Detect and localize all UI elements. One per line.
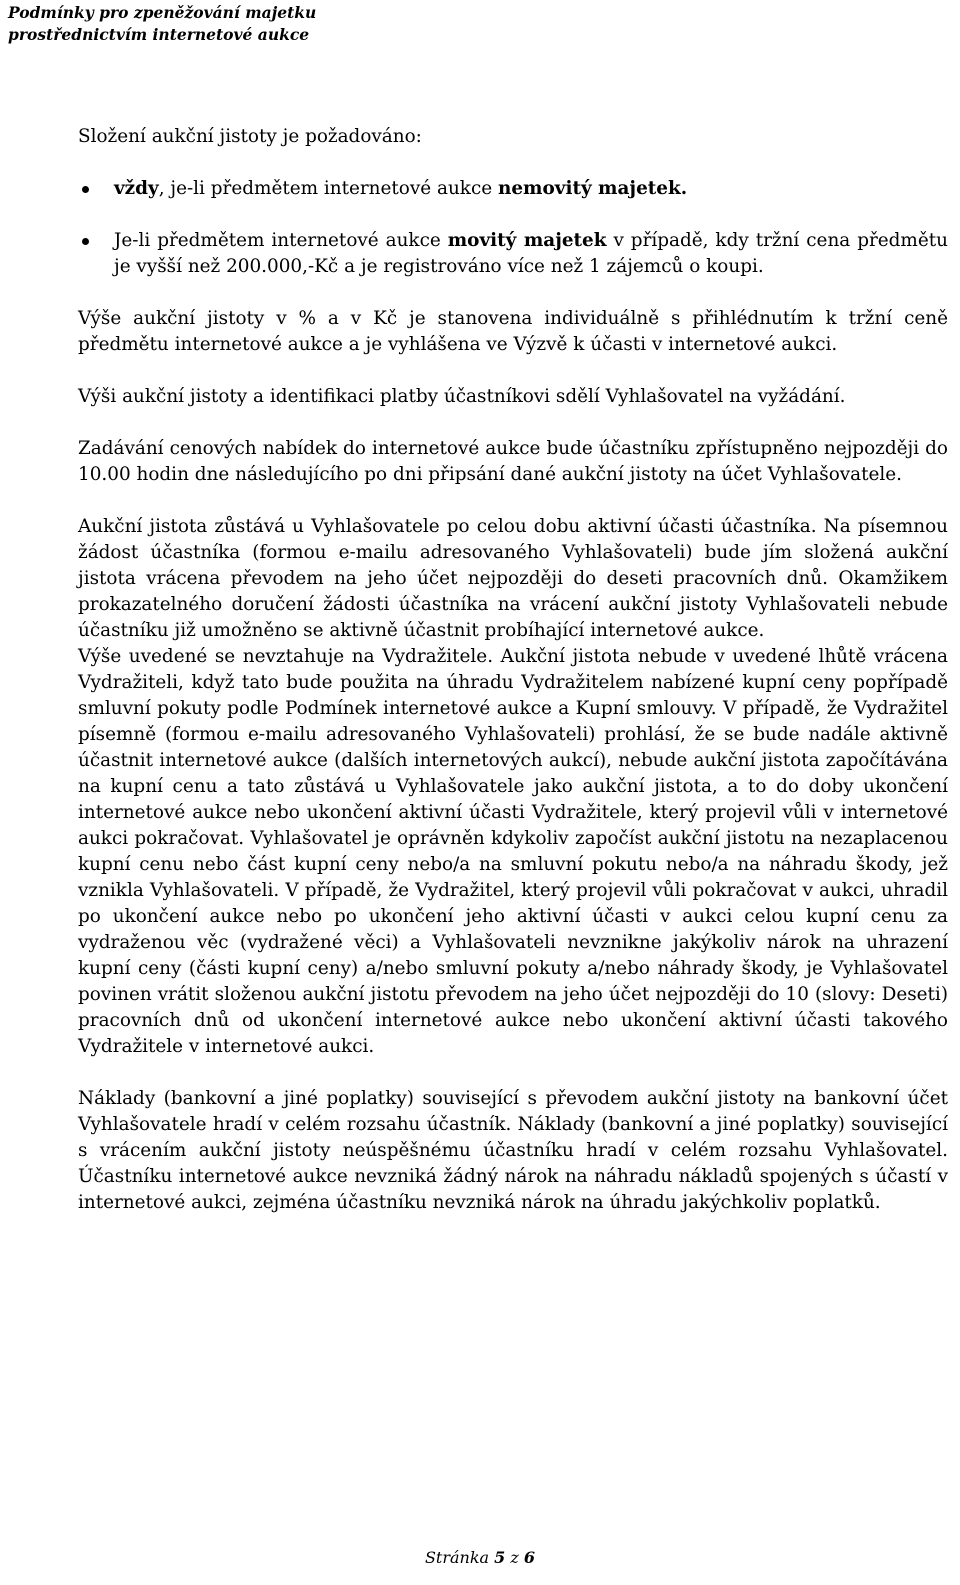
page-header xyxy=(8,2,316,46)
page-number: 5 xyxy=(494,1548,506,1567)
footer-of: z xyxy=(505,1548,524,1567)
spacer xyxy=(78,280,948,306)
bullet-icon xyxy=(82,238,89,245)
header-line-2: prostřednictvím internetové aukce xyxy=(8,25,310,44)
spacer xyxy=(78,410,948,436)
footer-prefix: Stránka xyxy=(424,1548,495,1567)
document-body xyxy=(78,124,948,1216)
requirement-list xyxy=(78,176,948,280)
paragraph-identification: Výši aukční jistoty a identifikaci platby účastníkovi sdělí Vyhlašovatel na vyžádání. xyxy=(78,386,846,407)
spacer xyxy=(78,150,948,176)
paragraph-deposit-retention: Aukční jistota zůstává u Vyhlašovatele po celou dobu aktivní účasti účastníka. Na písemnou žádost účastníka (formou e-mailu adresovaného Vyhlašovateli) bude jím složená aukční jistota vrácena převodem na jeho účet nejpozději do deseti pracovních dnů. Okamžikem prokazatelného doručení žádosti účastníka na vrácení aukční jistoty Vyhlašovateli nebude účastníku již umožněno se aktivně účastnit probíhající internetové aukce. xyxy=(78,516,948,641)
emphasis-real-estate: nemovitý majetek. xyxy=(497,178,688,199)
bullet-text: Je-li předmětem internetové aukce xyxy=(114,230,448,251)
intro-paragraph: Složení aukční jistoty je požadováno: xyxy=(78,126,422,147)
paragraph-bidding-access: Zadávání cenových nabídek do internetové aukce bude účastníku zpřístupněno nejpozději do 10.00 hodin dne následujícího po dni připsání dané aukční jistoty na účet Vyhlašovatele. xyxy=(78,438,948,485)
paragraph-amount: Výše aukční jistoty v % a v Kč je stanovena individuálně s přihlédnutím k tržní ceně předmětu internetové aukce a je vyhlášena ve Výzvě k účasti v internetové aukci. xyxy=(78,308,948,355)
page-total: 6 xyxy=(523,1548,536,1567)
page-footer xyxy=(0,1547,960,1569)
emphasis-always: vždy xyxy=(114,178,159,199)
header-line-1: Podmínky pro zpeněžování majetku xyxy=(8,3,317,22)
emphasis-movable-property: movitý majetek xyxy=(447,230,607,251)
spacer xyxy=(78,358,948,384)
list-item xyxy=(78,176,948,202)
spacer xyxy=(78,488,948,514)
bullet-icon xyxy=(82,186,89,193)
paragraph-winner-deposit: Výše uvedené se nevztahuje na Vydražitele. Aukční jistota nebude v uvedené lhůtě vrácena Vydražiteli, když tato bude použita na úhradu Vydražitelem nabízené kupní ceny popřípadě smluvní pokuty podle Podmínek internetové aukce a Kupní smlouvy. V případě, že Vydražitel písemně (formou e-mailu adresovaného Vyhlašovateli) prohlásí, že se bude nadále aktivně účastnit internetové aukce (dalších internetových aukcí), nebude aukční jistota započítávána na kupní cenu a tato zůstává u Vyhlašovatele jako aukční jistota, a to do doby ukončení internetové aukce nebo ukončení aktivní účasti Vydražitele, který projevil vůli v internetové aukci pokračovat. Vyhlašovatel je oprávněn kdykoliv započíst aukční jistotu na nezaplacenou kupní cenu nebo část kupní ceny nebo/a na smluvní pokutu nebo/a na náhradu škody, jež vznikla Vyhlašovateli. V případě, že Vydražitel, který projevil vůli pokračovat v aukci, uhradil po ukončení aukce nebo po ukončení jeho aktivní účasti v aukci celou kupní cenu za vydraženou věc (vydražené věci) a Vyhlašovateli nevznikne jakýkoliv nárok na uhrazení kupní ceny (části kupní ceny) a/nebo smluvní pokuty a/nebo náhrady škody, je Vyhlašovatel povinen vrátit složenou aukční jistotu převodem na jeho účet nejpozději do 10 (slovy: Deseti) pracovních dnů od ukončení internetové aukce nebo ukončení aktivní účasti takového Vydražitele v internetové aukci. xyxy=(78,646,948,1057)
paragraph-costs: Náklady (bankovní a jiné poplatky) související s převodem aukční jistoty na bankovní účet Vyhlašovatele hradí v celém rozsahu účastník. Náklady (bankovní a jiné poplatky) související s vrácením aukční jistoty neúspěšnému účastníku hradí v celém rozsahu Vyhlašovatel. Účastníku internetové aukce nevzniká žádný nárok na náhradu nákladů spojených s účastí v internetové aukci, zejména účastníku nevzniká nárok na úhradu jakýchkoliv poplatků. xyxy=(78,1088,948,1213)
spacer xyxy=(78,1060,948,1086)
bullet-text: , je-li předmětem internetové aukce xyxy=(158,178,498,199)
bullet-text: v případě, kdy tržní cena předmětu je vyšší než 200.000,-Kč a je registrováno více než 1 zájemců o koupi. xyxy=(114,230,948,277)
list-item xyxy=(78,228,948,280)
spacer xyxy=(78,202,948,228)
